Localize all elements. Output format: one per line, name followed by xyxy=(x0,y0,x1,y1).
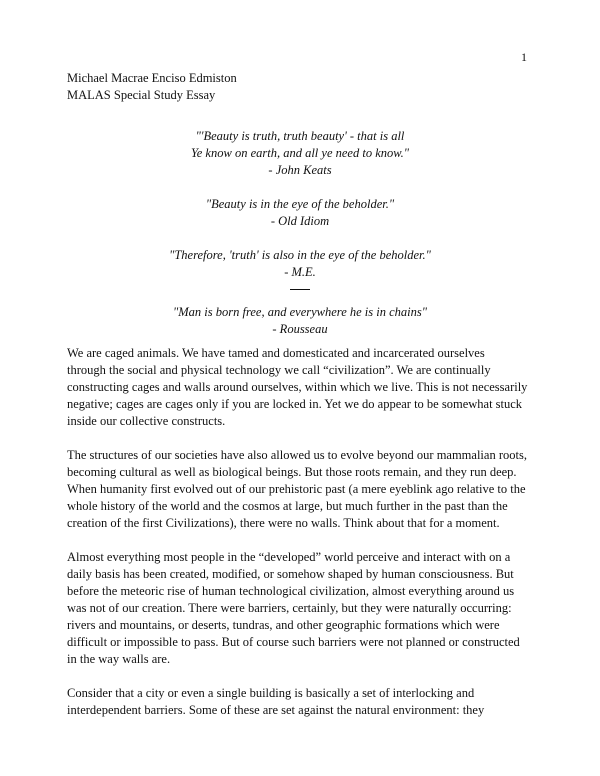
paragraph-line: Almost everything most people in the “developed” world perceive and interact with on a xyxy=(67,550,511,564)
document-header xyxy=(67,70,237,104)
epigraph-idiom xyxy=(67,196,533,230)
paragraph-line: creation of the first Civilizations), there were no walls. Think about that for a moment. xyxy=(67,516,500,530)
epigraph-section xyxy=(67,128,533,355)
author-name: Michael Macrae Enciso Edmiston xyxy=(67,71,237,85)
epigraph-keats xyxy=(67,128,533,179)
paragraph-line: whole history of the world and the cosmos at large, but much further in the past than the xyxy=(67,499,508,513)
epigraph-line: "Beauty is in the eye of the beholder." xyxy=(205,197,395,211)
paragraph-line: inside our collective constructs. xyxy=(67,414,226,428)
paragraph-line: rivers and mountains, or deserts, tundras, and other geographic formations which were xyxy=(67,618,500,632)
epigraph-rousseau xyxy=(67,304,533,338)
paragraph-line: Consider that a city or even a single building is basically a set of interlocking and xyxy=(67,686,475,700)
paragraph-line: The structures of our societies have also allowed us to evolve beyond our mammalian roots, xyxy=(67,448,527,462)
paragraph-line: was not of our creation. There were barriers, certainly, but they were naturally occurring: xyxy=(67,601,512,615)
epigraph-attribution: - John Keats xyxy=(268,163,332,177)
paragraph-line: constructing cages and walls around ourselves, within which we live. This is not necessarily xyxy=(67,380,528,394)
course-title: MALAS Special Study Essay xyxy=(67,88,216,102)
essay-body xyxy=(67,345,537,736)
paragraph-line: before the meteoric rise of human technological civilization, almost everything around us xyxy=(67,584,515,598)
paragraph-line: interdependent barriers. Some of these are set against the natural environment: they xyxy=(67,703,485,717)
paragraph-line: becoming cultural as well as biological beings. But those roots remain, and they run deep. xyxy=(67,465,517,479)
paragraph-line: through the social and physical technology we call “civilization”. We are continually xyxy=(67,363,491,377)
paragraph-line: daily basis has been created, modified, or somehow shaped by human consciousness. But xyxy=(67,567,514,581)
epigraph-me xyxy=(67,247,533,281)
paragraph-line: We are caged animals. We have tamed and domesticated and incarcerated ourselves xyxy=(67,346,485,360)
epigraph-attribution: - M.E. xyxy=(284,265,316,279)
paragraph-line: negative; cages are cages only if you are locked in. Yet we do appear to be somewhat stuck xyxy=(67,397,523,411)
paragraph xyxy=(67,549,537,668)
page-number: 1 xyxy=(521,50,527,64)
epigraph-line: "Man is born free, and everywhere he is in chains" xyxy=(173,305,427,319)
paragraph xyxy=(67,685,537,719)
epigraph-attribution: - Rousseau xyxy=(272,322,328,336)
epigraph-line: "'Beauty is truth, truth beauty' - that is all xyxy=(195,129,405,143)
paragraph xyxy=(67,345,537,430)
epigraph-separator xyxy=(290,281,310,290)
paragraph-line: When humanity first evolved out of our prehistoric past (a mere eyeblink ago relative to the xyxy=(67,482,526,496)
paragraph-line: difficult or impossible to pass. But of course such barriers were not planned or constructed xyxy=(67,635,520,649)
epigraph-line: Ye know on earth, and all ye need to know." xyxy=(190,146,410,160)
epigraph-line: "Therefore, 'truth' is also in the eye of the beholder." xyxy=(169,248,431,262)
paragraph xyxy=(67,447,537,532)
paragraph-line: in the way walls are. xyxy=(67,652,171,666)
epigraph-attribution: - Old Idiom xyxy=(270,214,330,228)
